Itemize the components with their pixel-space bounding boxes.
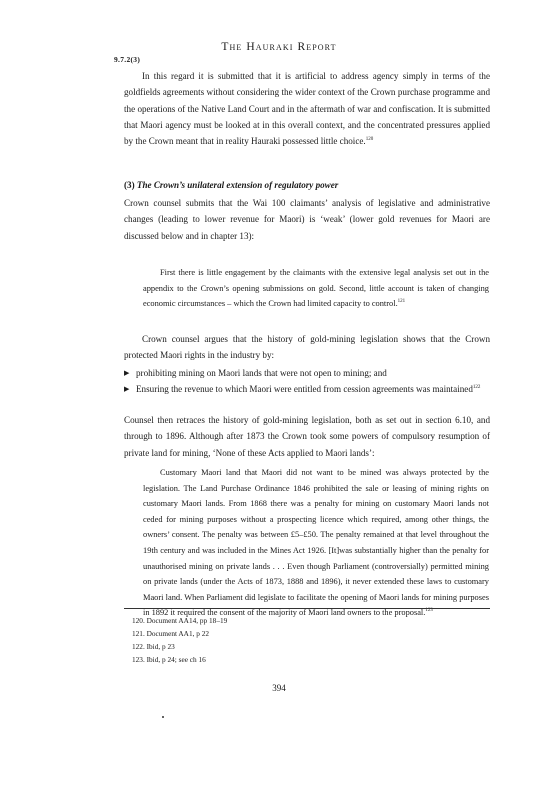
footnote-123: 123. Ibid, p 24; see ch 16 [132,655,206,664]
paragraph-2: Crown counsel submits that the Wai 100 claimants’ analysis of legislative and administrative changes (leading to lower revenue for Maori) is ‘weak’ (lower gold revenues for Maori are discussed below and in chapter 13): [124,198,490,241]
list-item [124,365,490,381]
footnote-120: 120. Document AA14, pp 18–19 [132,616,228,625]
block-quote-2 [143,465,489,621]
footnote-ref-122[interactable]: 122 [472,385,481,390]
running-header: The Hauraki Report [221,41,337,53]
heading-title: The Crown’s unilateral extension of regulatory power [136,180,339,190]
page-number: 394 [272,683,286,693]
paragraph-1 [124,68,490,149]
stray-mark [162,716,164,718]
block-quote-2-text: Customary Maori land that Maori did not want to be mined was always protected by the legislation. The Land Purchase Ordinance 1846 prohibited the sale or leasing of mining rights on customary Maori lands. From 1868 there was a penalty for mining on customary Maori lands not ceded for mining purposes without a prospecting licence which required, among other things, the owners’ consent. The penalty was between £5–£50. The penalty remained at that level throughout the 19th century and was included in the Mines Act 1926. [It]was substantially higher than the penalty for unauthorised mining on private lands . . . Even though Parliament (controversially) permitted mining on private lands (under the Acts of 1873, 1888 and 1896), it never extended these laws to customary Maori land. When Parliament did legislate to facilitate the opening of Maori lands for mining purposes in 1892 it required the consent of the majority of Maori land owners to the proposal. [143,468,489,618]
paragraph-1-text: In this regard it is submitted that it is artificial to address agency simply in terms of the goldfields agreements without considering the wider context of the Crown purchase programme and the operations of the Native Land Court and in the aftermath of war and confiscation. It is submitted that Maori agency must be looked at in this overall context, and the concentrated pressures applied by the Crown meant that in reality Hauraki possessed little choice. [124,71,490,147]
footnote-divider [124,608,490,609]
paragraph-4: Counsel then retraces the history of gold-mining legislation, both as set out in section 6.10, and through to 1896. Although after 1873 the Crown took some powers of compulsory resumption of private land for mining, ‘None of these Acts applied to Maori lands’: [124,415,490,458]
block-quote-1-text: First there is little engagement by the claimants with the extensive legal analysis set out in the appendix to the Crown’s opening submissions on gold. Second, little account is taken of changing economic circumstances – which the Crown had limited capacity to control. [143,268,489,309]
footnote-122: 122. Ibid, p 23 [132,642,175,651]
triangle-bullet-icon: ▶ [124,385,130,393]
heading-number: (3) [124,180,137,190]
paragraph-3: Crown counsel argues that the history of gold-mining legislation shows that the Crown protected Maori rights in the industry by: [124,334,490,361]
section-number: 9.7.2(3) [114,55,141,64]
triangle-bullet-icon: ▶ [124,369,130,377]
footnote-ref-120[interactable]: 120 [365,137,374,143]
footnote-121: 121. Document AA1, p 22 [132,629,210,638]
subsection-heading [124,180,338,190]
list-item-text: Ensuring the revenue to which Maori were entitled from cession agreements was maintained [136,384,473,394]
bullet-list [124,365,490,397]
footnote-ref-123[interactable]: 123 [425,608,433,614]
block-quote-1 [143,265,489,312]
list-item [124,381,490,397]
footnote-ref-121[interactable]: 121 [397,299,406,305]
list-item-text: prohibiting mining on Maori lands that were not open to mining; and [136,368,387,378]
